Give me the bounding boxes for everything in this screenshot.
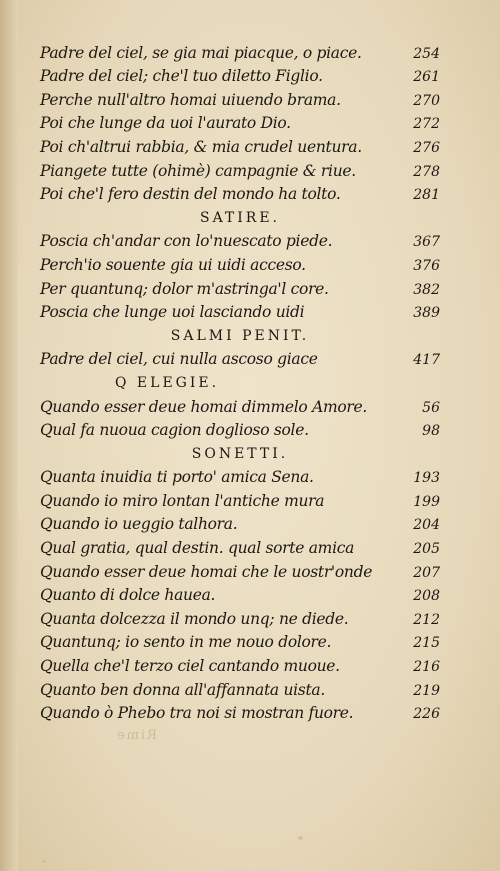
entry-incipit: Quantunq; io sento in me nouo dolore. [40,633,332,652]
entry-page-number: 254 [413,45,440,62]
paper-stain [298,836,303,840]
index-entry [40,111,440,135]
entry-incipit: Quanta inuidia ti porto' amica Sena. [40,468,314,487]
entry-page-number: 382 [413,281,440,298]
index-entry [40,87,440,111]
entry-incipit: Quanto di dolce hauea. [40,586,216,605]
index-entry [40,64,440,88]
section-heading: SALMI PENIT. [170,327,310,344]
entry-page-number: 208 [413,588,440,605]
entry-incipit: Poscia ch'andar con lo'nuescato piede. [40,232,333,251]
index-entry [40,653,440,677]
entry-page-number: 56 [422,399,440,416]
entry-page-number: 98 [422,423,440,440]
entry-page-number: 219 [413,682,440,699]
entry-page-number: 204 [413,517,440,534]
entry-page-number: 278 [413,163,440,180]
entry-page-number: 226 [413,706,440,723]
entry-page-number: 261 [413,69,440,86]
entry-incipit: Quando io miro lontan l'antiche mura [40,491,325,510]
entry-page-number: 212 [413,611,440,628]
paper-stain [42,860,46,863]
entry-incipit: Quando esser deue homai dimmelo Amore. [40,397,367,416]
entry-incipit: Quando esser deue homai che le uostr'onde [40,562,373,581]
entry-page-number: 216 [413,659,440,676]
index-entry [40,488,440,512]
index-entry [40,418,440,442]
index-list [40,40,440,724]
entry-incipit: Qual fa nuoua cagion doglioso sole. [40,421,309,440]
index-entry [40,134,440,158]
entry-page-number: 417 [413,352,440,369]
entry-page-number: 207 [413,564,440,581]
index-entry [40,229,440,253]
index-entry [40,465,440,489]
entry-page-number: 376 [413,257,440,274]
show-through-text: Rime [115,728,157,743]
entry-incipit: Per quantunq; dolor m'astringa'l core. [40,279,329,298]
entry-page-number: 199 [413,493,440,510]
index-entry [40,394,440,418]
index-entry [40,252,440,276]
index-entry [40,512,440,536]
section-heading-row [40,441,440,465]
section-heading-row [40,323,440,347]
entry-incipit: Quanta dolcezza il mondo unq; ne diede. [40,609,349,628]
entry-page-number: 276 [413,139,440,156]
section-heading: Q ELEGIE. [115,374,220,391]
entry-incipit: Poscia che lunge uoi lasciando uidi [40,303,305,322]
entry-incipit: Poi ch'altrui rabbia, & mia crudel uentura. [40,137,362,156]
entry-incipit: Quanto ben donna all'affannata uista. [40,680,325,699]
entry-page-number: 270 [413,92,440,109]
entry-incipit: Quando ò Phebo tra noi si mostran fuore. [40,704,354,723]
entry-incipit: Poi che'l fero destin del mondo ha tolto. [40,185,341,204]
entry-page-number: 193 [413,470,440,487]
index-entry [40,300,440,324]
index-entry [40,40,440,64]
entry-page-number: 215 [413,635,440,652]
entry-page-number: 389 [413,305,440,322]
index-entry [40,158,440,182]
entry-incipit: Padre del ciel; che'l tuo diletto Figlio. [40,67,323,86]
entry-incipit: Quando io ueggio talhora. [40,515,238,534]
section-heading-row [40,370,440,394]
section-heading-row [40,205,440,229]
entry-page-number: 281 [413,187,440,204]
index-entry [40,630,440,654]
index-entry [40,347,440,371]
index-entry [40,535,440,559]
entry-incipit: Perch'io souente gia ui uidi acceso. [40,255,306,274]
index-entry [40,677,440,701]
entry-page-number: 205 [413,541,440,558]
entry-page-number: 272 [413,116,440,133]
entry-incipit: Piangete tutte (ohimè) campagnie & riue. [40,161,356,180]
section-heading: SATIRE. [199,209,280,226]
index-entry [40,606,440,630]
section-heading: SONETTI. [191,445,289,462]
binding-gutter [0,0,18,871]
entry-incipit: Padre del ciel, cui nulla ascoso giace [40,350,318,369]
entry-incipit: Qual gratia, qual destin. qual sorte amica [40,539,355,558]
index-entry [40,276,440,300]
index-entry [40,701,440,725]
index-entry [40,559,440,583]
index-entry [40,583,440,607]
index-entry [40,182,440,206]
entry-incipit: Quella che'l terzo ciel cantando muoue. [40,657,340,676]
entry-incipit: Perche null'altro homai uiuendo brama. [40,90,341,109]
entry-incipit: Poi che lunge da uoi l'aurato Dio. [40,114,291,133]
entry-page-number: 367 [413,234,440,251]
entry-incipit: Padre del ciel, se gia mai piacque, o piace. [40,43,362,62]
